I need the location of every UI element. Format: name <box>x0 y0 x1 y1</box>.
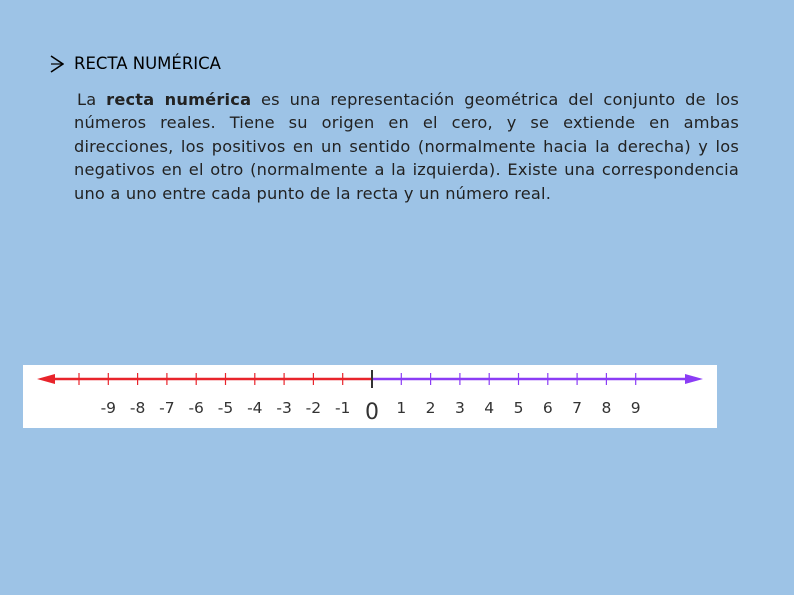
heading-text: RECTA NUMÉRICA <box>74 54 221 73</box>
tick-label: 2 <box>425 399 436 417</box>
tick-label: 6 <box>542 399 553 417</box>
paragraph-intro: La <box>77 90 107 109</box>
tick-label: 9 <box>630 399 641 417</box>
tick-label: 3 <box>454 399 465 417</box>
tick-label: -7 <box>159 399 175 417</box>
tick-label: -3 <box>276 399 292 417</box>
number-line-svg <box>23 365 717 428</box>
tick-label: 1 <box>396 399 407 417</box>
arrow-bullet-icon <box>50 55 64 73</box>
number-line-figure <box>23 365 717 428</box>
tick-label: -4 <box>247 399 263 417</box>
tick-label: -5 <box>217 399 234 417</box>
zero-label: 0 <box>365 400 379 425</box>
left-arrowhead <box>37 374 55 384</box>
section-heading <box>50 54 221 73</box>
tick-label: -6 <box>188 399 204 417</box>
paragraph-term: recta numérica <box>106 90 252 109</box>
tick-label: -1 <box>334 399 351 417</box>
tick-label: 7 <box>572 399 583 417</box>
tick-label: -2 <box>305 399 322 417</box>
paragraph-body: es una representación geométrica del conjunto de los números reales. Tiene su origen en el cero, y se extiende en ambas direcciones, los positivos en un sentido (normalmente hacia la derecha) y los negativos en el otro (normalmente a la izquierda). Existe una correspondencia uno a uno entre cada punto de la recta y un número real. <box>74 90 739 203</box>
definition-paragraph <box>74 88 739 205</box>
tick-label: 5 <box>513 399 524 417</box>
right-arrowhead <box>685 374 703 384</box>
tick-label: 8 <box>601 399 612 417</box>
tick-label: 4 <box>484 399 495 417</box>
tick-label: -8 <box>129 399 146 417</box>
tick-label: -9 <box>100 399 117 417</box>
